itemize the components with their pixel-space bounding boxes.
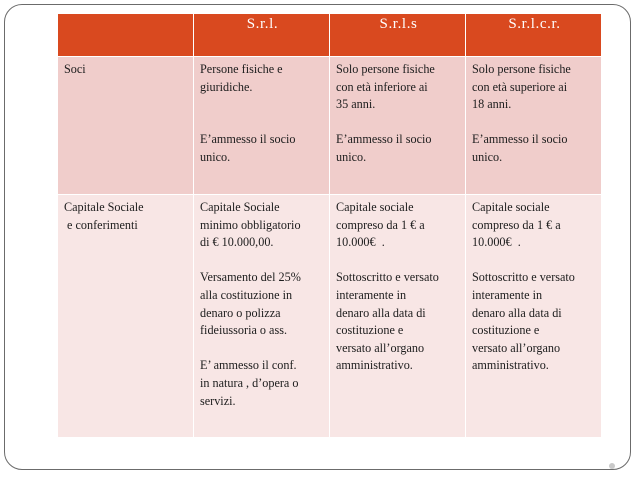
- comparison-table: [57, 13, 602, 438]
- cell-soci-srl: Persone fisiche e giuridiche. E’ammesso il socio unico.: [194, 57, 330, 195]
- header-srls: S.r.l.s: [330, 14, 466, 57]
- cell-soci-srls: Solo persone fisiche con età inferiore ai 35 anni. E’ammesso il socio unico.: [330, 57, 466, 195]
- table-row-soci: [58, 57, 602, 195]
- table-row-capitale: [58, 195, 602, 438]
- cell-capitale-srlcr: Capitale sociale compreso da 1 € a 10.000€ . Sottoscritto e versato interamente in denaro alla data di costituzione e versato all’organo amministrativo.: [466, 195, 602, 438]
- row-label-capitale: Capitale Sociale e conferimenti: [58, 195, 194, 438]
- row-label-soci: Soci: [58, 57, 194, 195]
- cell-capitale-srl: Capitale Sociale minimo obbligatorio di € 10.000,00. Versamento del 25% alla costituzione in denaro o polizza fideiussoria o ass. E’ ammesso il conf. in natura , d’opera o servizi.: [194, 195, 330, 438]
- header-srlcr: S.r.l.c.r.: [466, 14, 602, 57]
- header-row: [58, 14, 602, 57]
- cell-capitale-srls: Capitale sociale compreso da 1 € a 10.000€ . Sottoscritto e versato interamente in denaro alla data di costituzione e versato all’organo amministrativo.: [330, 195, 466, 438]
- cell-soci-srlcr: Solo persone fisiche con età superiore ai 18 anni. E’ammesso il socio unico.: [466, 57, 602, 195]
- slide-corner-dot: [609, 463, 615, 469]
- header-empty-cell: [58, 14, 194, 57]
- header-srl: S.r.l.: [194, 14, 330, 57]
